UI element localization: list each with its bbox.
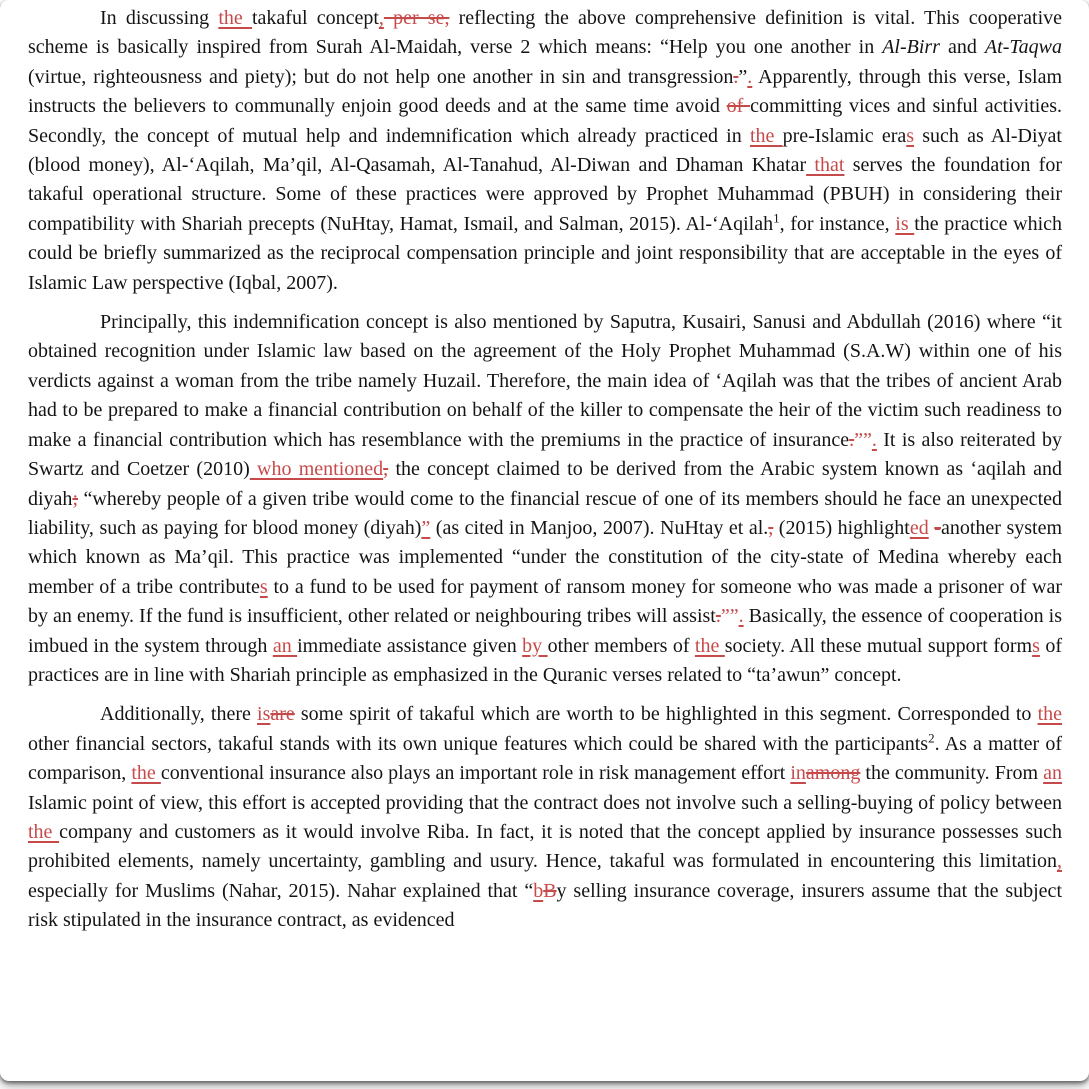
inserted-text: s [259, 575, 268, 598]
document-body [28, 4, 1062, 936]
deleted-text: . [733, 65, 739, 88]
revised-quote-marks: ”” [720, 605, 739, 628]
inserted-text: the [694, 634, 725, 657]
paragraph-3 [28, 700, 1062, 935]
text-run: In discussing [100, 7, 219, 29]
text-run: (virtue, righteousness and piety); but do not help one another in sin and transgression [28, 65, 734, 88]
deleted-text: , [383, 458, 389, 481]
inserted-text: the [1037, 703, 1062, 726]
text-run: Basically, the essence of cooperation is imbued in the system through [28, 605, 1062, 657]
text-run: ” [738, 65, 748, 88]
text-run: “whereby people of a given tribe would come to the financial rescue of one of its members should he face an unexpected liability, such as paying for blood money (diyah) [28, 487, 1062, 539]
text-run: company and customers as it would involve Riba. In fact, it is noted that the concept applied by insurance possesses such prohibited elements, namely uncertainty, gambling and usury. Hence, takaful was formulated in encountering this limitation [28, 820, 1062, 873]
inserted-text: who mentioned [249, 458, 384, 481]
inserted-text: the [28, 820, 60, 843]
inserted-text: ” [421, 516, 431, 539]
inserted-text: an [1043, 762, 1063, 785]
deleted-text: B [543, 879, 557, 902]
inserted-text: the [218, 7, 252, 29]
text-run: (2015) highlight [773, 516, 910, 539]
italic-text: At-Taqwa [984, 36, 1062, 59]
text-run: other members of [547, 634, 695, 657]
inserted-text: , [378, 7, 384, 29]
deleted-text: per se, [383, 7, 450, 29]
text-run: committing vices and sinful activities. Secondly, the concept of mutual help and indemnification which already practiced in [28, 95, 1062, 147]
text-run: some spirit of takaful which are worth to be highlighted in this segment. Corresponded to [294, 703, 1038, 726]
deleted-text: . [715, 605, 721, 628]
text-run: of practices are in line with Shariah principle as emphasized in the Quranic verses related to “ta’awun” concept. [28, 634, 1062, 686]
text-run: takaful concept [251, 7, 379, 29]
inserted-text: ed [909, 516, 929, 539]
text-run: another system which known as Ma’qil. This practice was implemented “under the constitution of the city-state of Medina whereby each member of a tribe contribute [28, 516, 1063, 598]
text-run: pre-Islamic era [782, 124, 907, 147]
text-run: conventional insurance also plays an important role in risk management effort [160, 762, 791, 785]
inserted-text: . [747, 65, 753, 88]
revised-quote-marks: ”” [854, 428, 872, 451]
inserted-text: is [257, 703, 271, 726]
inserted-text: . [738, 605, 744, 628]
deleted-text: among [805, 762, 861, 785]
deleted-text: are [270, 703, 295, 726]
text-run: It is also reiterated by Swartz and Coetzer (2010) [28, 428, 1062, 481]
italic-text: Al-Birr [882, 36, 940, 59]
inserted-text: by [522, 634, 548, 657]
footnote-marker: 1 [773, 210, 780, 226]
inserted-text: , [1057, 850, 1062, 873]
paragraph-1 [28, 4, 1062, 298]
text-run: Apparently, through this verse, Islam instructs the believers to communally enjoin good deeds and at the same time avoid [28, 65, 1063, 118]
text-run: serves the foundation for takaful operational structure. Some of these practices were approved by Prophet Muhammad (PBUH) in considering their compatibility with Shariah precepts (NuHtay, Hamat, Ismail, and Salman, 2015). Al-‘Aqilah [28, 154, 1063, 235]
text-run: Principally, this indemnification concept is also mentioned by Saputra, Kusairi, Sanusi and Abdullah (2016) where “it obtained recognition under Islamic law based on the agreement of the Holy Prophet Muhammad (S.A.W) within one of his verdicts against a woman from the tribe namely Huzail. Therefore, the main idea of ‘Aqilah was that the tribes of ancient Arab had to be prepared to make a financial contribution on behalf of the killer to compensate the heir of the victim such readiness to make a financial contribution which has resemblance with the premiums in the practice of insurance [28, 311, 1062, 451]
inserted-text: the [749, 124, 783, 147]
deleted-text: ; [72, 487, 78, 510]
text-run: reflecting the above comprehensive definition is vital. This cooperative scheme is basically inspired from Surah Al-Maidah, verse 2 which means: “Help you one another in [28, 7, 1063, 59]
text-run: and [940, 36, 985, 59]
text-run: , for instance, [779, 212, 896, 235]
text-run: the practice which could be briefly summarized as the reciprocal compensation principle and joint responsibility that are acceptable in the eyes of Islamic Law perspective (Iqbal, 2007). [28, 212, 1063, 294]
inserted-text: s [906, 124, 915, 147]
inserted-text: . [871, 428, 877, 451]
inserted-text: in [790, 762, 806, 785]
deleted-text: of [726, 95, 751, 118]
text-run: such as Al-Diyat (blood money), Al-‘Aqilah, Ma’qil, Al-Qasamah, Al-Tanahud, Al-Diwan and Dhaman Khatar [28, 124, 1062, 177]
text-run: immediate assistance given [297, 634, 523, 657]
text-run: . As a matter of comparison, [28, 732, 1063, 785]
deleted-text: . [849, 428, 855, 451]
text-run: the concept claimed to be derived from the Arabic system known as ‘aqilah and diyah [28, 458, 1063, 510]
text-run: other financial sectors, takaful stands with its own unique features which could be shared with the participants [28, 732, 929, 755]
inserted-text: is [895, 212, 915, 235]
text-run: the community. From [860, 762, 1044, 785]
text-run: especially for Muslims (Nahar, 2015). Nahar explained that “ [28, 879, 534, 902]
inserted-text: s [1032, 634, 1040, 657]
text-run: y selling insurance coverage, insurers assume that the subject risk stipulated in the insurance contract, as evidenced [28, 879, 1062, 932]
inserted-text: the [131, 762, 161, 785]
text-run: Islamic point of view, this effort is accepted providing that the contract does not involve such a selling-buying of policy between [28, 791, 1062, 814]
text-run: society. All these mutual support form [724, 634, 1033, 657]
inserted-text: an [272, 634, 298, 657]
text-run: Additionally, there [100, 703, 258, 726]
deleted-text: , [768, 516, 774, 539]
inserted-text: that [806, 154, 845, 177]
paragraph-2 [28, 308, 1062, 690]
text-run: (as cited in Manjoo, 2007). NuHtay et al. [430, 516, 769, 539]
inserted-text: b [533, 879, 544, 902]
deleted-text: - [934, 516, 941, 539]
text-run: to a fund to be used for payment of ransom money for someone who was made a prisoner of war by an enemy. If the fund is insufficient, other related or neighbouring tribes will assist [28, 575, 1062, 628]
footnote-marker: 2 [928, 730, 935, 746]
